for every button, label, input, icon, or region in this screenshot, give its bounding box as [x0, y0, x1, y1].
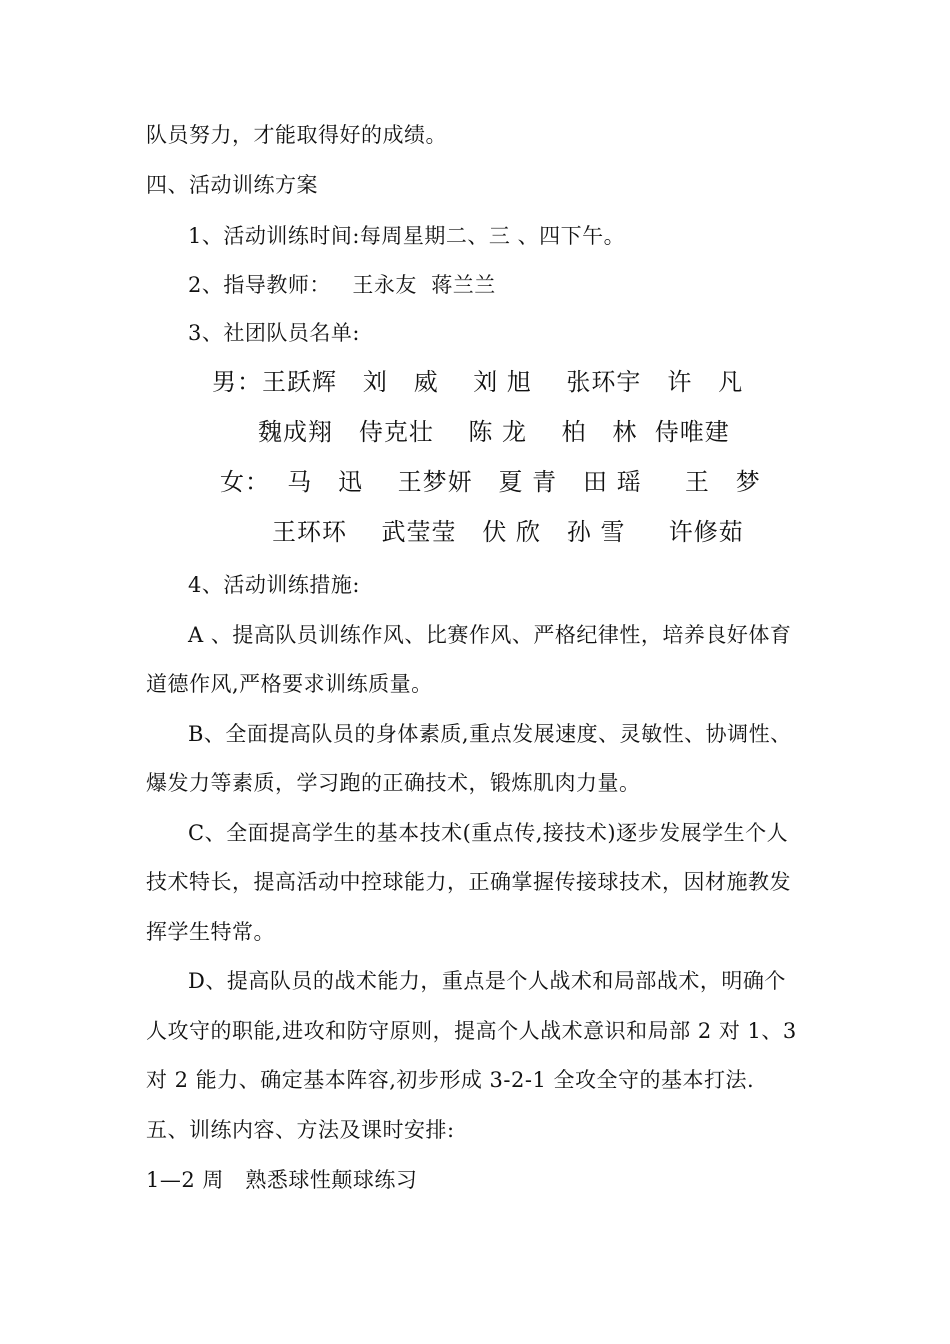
section-heading: 五、训练内容、方法及课时安排: [146, 1118, 455, 1142]
list-item: 4、活动训练措施: [188, 573, 360, 597]
list-item: 3、社团队员名单: [188, 321, 360, 345]
paragraph-line: 道德作风,严格要求训练质量。 [146, 672, 433, 696]
paragraph-line: C、全面提高学生的基本技术(重点传,接技术)逐步发展学生个人 [188, 821, 789, 845]
list-item: 1、活动训练时间:每周星期二、三 、四下午。 [188, 224, 626, 248]
paragraph-line: 爆发力等素质，学习跑的正确技术，锻炼肌肉力量。 [146, 771, 641, 795]
paragraph-line: B、全面提高队员的身体素质,重点发展速度、灵敏性、协调性、 [188, 722, 792, 746]
paragraph-line: 技术特长，提高活动中控球能力，正确掌握传接球技术，因材施教发 [146, 870, 791, 894]
paragraph-line: 队员努力，才能取得好的成绩。 [146, 123, 447, 147]
roster-line: 男：王跃辉 刘 威 刘 旭 张环宇 许 凡 [212, 368, 744, 396]
paragraph-line: 对 2 能力、确定基本阵容,初步形成 3-2-1 全攻全守的基本打法. [146, 1068, 755, 1092]
paragraph-line: 人攻守的职能,进攻和防守原则，提高个人战术意识和局部 2 对 1、3 [146, 1019, 797, 1043]
paragraph-line: 挥学生特常。 [146, 920, 275, 944]
section-heading: 四、活动训练方案 [146, 173, 318, 197]
roster-line: 魏成翔 侍克壮 陈 龙 柏 林 侍唯建 [258, 418, 730, 446]
list-item: 2、指导教师： 王永友 蒋兰兰 [188, 273, 496, 297]
paragraph-line: A 、提高队员训练作风、比赛作风、严格纪律性，培养良好体育 [188, 623, 792, 647]
paragraph-line: 1—2 周 熟悉球性颠球练习 [146, 1168, 418, 1192]
roster-line: 王环环 武莹莹 伏 欣 孙 雪 许修茹 [272, 518, 744, 546]
roster-line: 女： 马 迅 王梦妍 夏 青 田 瑶 王 梦 [220, 468, 761, 496]
paragraph-line: D、提高队员的战术能力，重点是个人战术和局部战术，明确个 [188, 969, 786, 993]
